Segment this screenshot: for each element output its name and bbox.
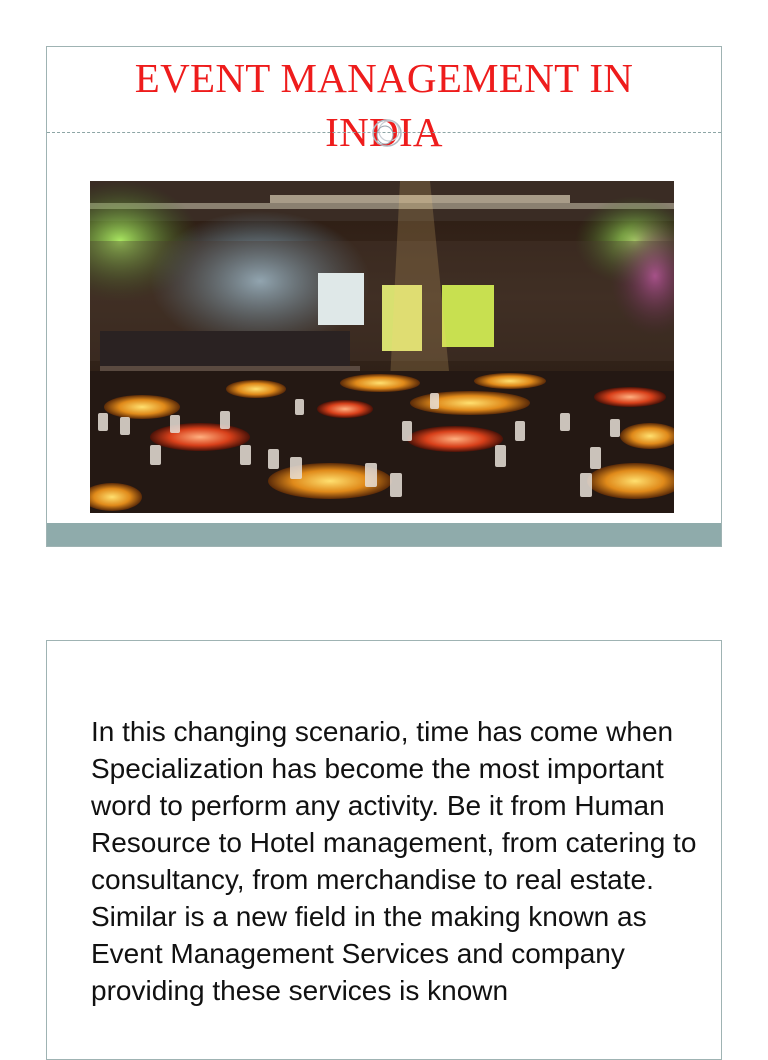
body-paragraph-2: Similar is a new field in the making known as Event Management Services and company providing these services is known (91, 901, 647, 1006)
title-line-2: INDIA (325, 109, 443, 155)
banquet-hall-photo (90, 181, 674, 513)
body-paragraph-1: In this changing scenario, time has come when Specialization has become the most important word to perform any activity. Be it from Human Resource to Hotel management, from catering to consultancy, from merchandise to real estate. (91, 716, 697, 895)
slide-footer-band (47, 523, 721, 546)
slide-2 (46, 640, 722, 1060)
title-line-1: EVENT MANAGEMENT IN (134, 55, 634, 101)
swirl-ornament-icon (365, 113, 409, 153)
slide-1 (46, 46, 722, 547)
slide-body-text (91, 713, 701, 1009)
